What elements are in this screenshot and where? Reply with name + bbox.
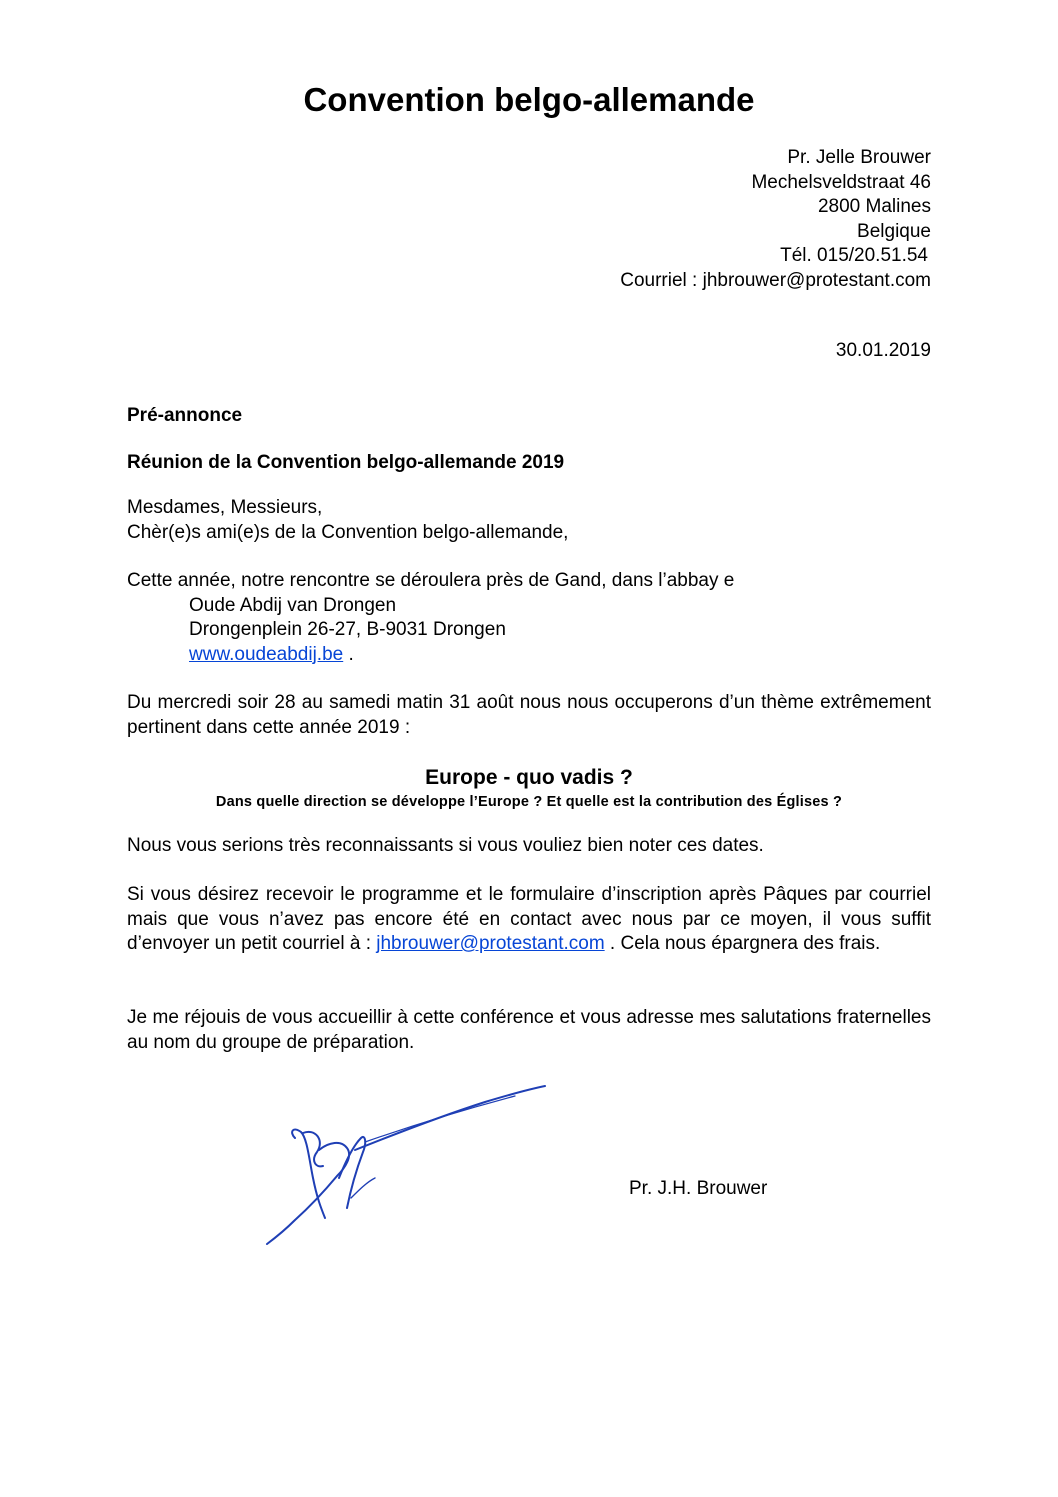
note-dates-paragraph: Nous vous serions très reconnaissants si vous vouliez bien noter ces dates. bbox=[127, 835, 764, 856]
venue-link-suffix: . bbox=[343, 643, 354, 665]
venue-name: Oude Abdij van Drongen bbox=[189, 594, 397, 616]
subject-heading: Réunion de la Convention belgo-allemande 2019 bbox=[127, 452, 565, 473]
sender-email-prefix: Courriel : bbox=[620, 269, 703, 291]
program-text-2: . Cela nous épargnera des frais. bbox=[604, 933, 881, 954]
sender-email-line bbox=[620, 269, 931, 294]
sender-street: Mechelsveldstraat 46 bbox=[751, 171, 931, 193]
sender-address-block bbox=[620, 146, 931, 293]
sender-name: Pr. Jelle Brouwer bbox=[787, 147, 931, 168]
theme-subtitle: Dans quelle direction se développe l’Europe ? Et quelle est la contribution des Églises ? bbox=[215, 794, 843, 810]
closing-paragraph: Je me réjouis de vous accueillir à cette conférence et vous adresse mes salutations fraternelles au nom du groupe de préparation. bbox=[127, 1007, 931, 1053]
signature-name: Pr. J.H. Brouwer bbox=[629, 1178, 768, 1199]
letter-date: 30.01.2019 bbox=[835, 340, 931, 361]
handwritten-signature bbox=[255, 1078, 555, 1263]
program-paragraph bbox=[127, 883, 931, 957]
program-email-link[interactable]: jhbrouwer@protestant.com bbox=[376, 933, 605, 954]
venue-website-link[interactable]: www.oudeabdij.be bbox=[189, 643, 344, 665]
dates-paragraph: Du mercredi soir 28 au samedi matin 31 août nous nous occuperons d’un thème extrêmement pertinent dans cette année 2019 : bbox=[127, 692, 931, 738]
theme-title: Europe - quo vadis ? bbox=[425, 766, 633, 789]
theme-block bbox=[127, 764, 931, 812]
venue-link-line bbox=[127, 643, 931, 668]
salutation bbox=[127, 496, 931, 545]
venue-intro: Cette année, notre rencontre se déroulera près de Gand, dans l’abbay e bbox=[127, 570, 735, 591]
preannounce-heading: Pré-annonce bbox=[127, 405, 243, 426]
sender-email: jhbrouwer@protestant.com bbox=[702, 269, 931, 291]
signature-icon bbox=[255, 1078, 555, 1258]
salutation-line-2: Chèr(e)s ami(e)s de la Convention belgo-allemande, bbox=[127, 521, 569, 543]
venue-address: Drongenplein 26-27, B-9031 Drongen bbox=[189, 619, 506, 640]
sender-city: 2800 Malines bbox=[817, 196, 931, 217]
document-title: Convention belgo-allemande bbox=[303, 81, 755, 118]
sender-country: Belgique bbox=[857, 220, 931, 242]
sender-phone: Tél. 015/20.51.54 bbox=[780, 245, 928, 266]
salutation-line-1: Mesdames, Messieurs, bbox=[127, 497, 323, 518]
program-text-1: Si vous désirez recevoir le programme et le formulaire d’inscription après Pâques par courriel mais que vous n’avez pas encore été en contact avec nous par ce moyen, il vous suffit d’envoyer un petit courriel à : bbox=[127, 884, 931, 954]
venue-paragraph bbox=[127, 569, 931, 667]
